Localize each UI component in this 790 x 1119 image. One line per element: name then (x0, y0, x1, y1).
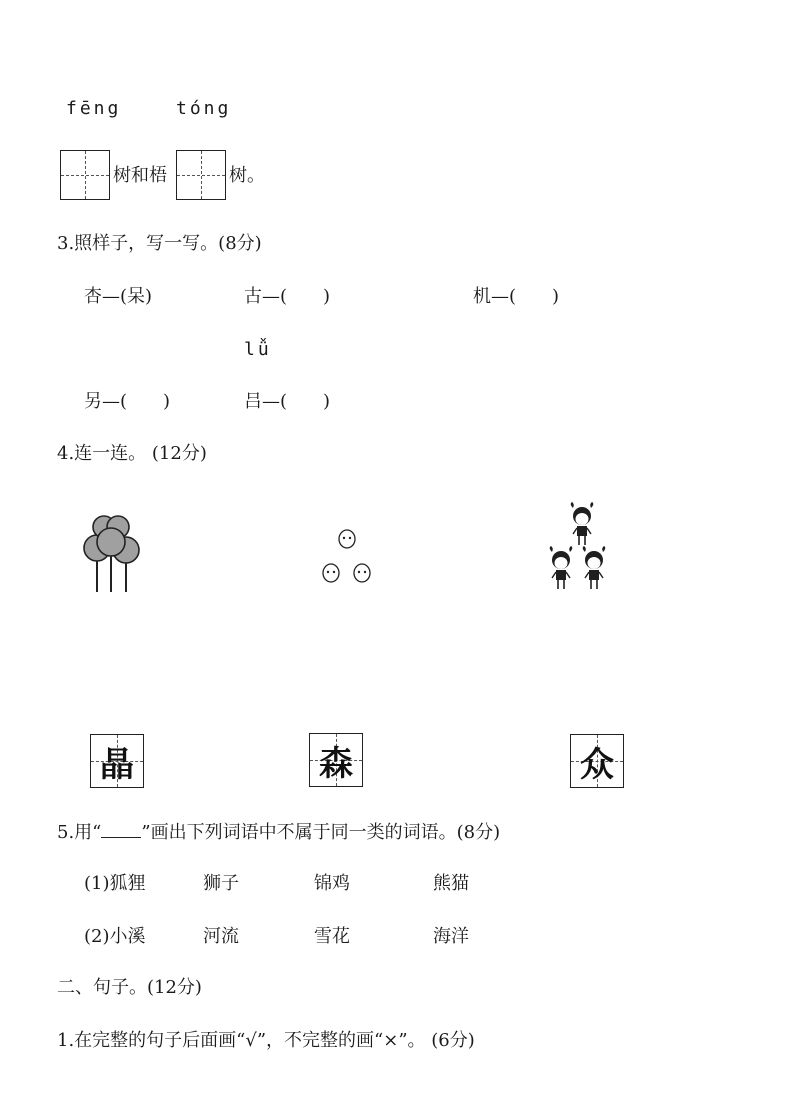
faces-picture[interactable] (320, 528, 374, 584)
pinyin-tong: tóng (176, 98, 232, 119)
word-panda[interactable]: 熊猫 (433, 873, 469, 894)
char-zhong: 众 (580, 744, 614, 785)
word-snowflake[interactable]: 雪花 (314, 926, 350, 947)
fill-item-gu[interactable]: 古—( ) (244, 286, 331, 307)
sentence-text-1: 树和梧 (113, 165, 167, 186)
char-sen: 森 (319, 743, 353, 784)
fill-item-ji[interactable]: 机—( ) (473, 286, 560, 307)
writing-box-1[interactable] (60, 150, 110, 200)
section-2-title: 二、句子。(12分) (57, 977, 202, 998)
word-fox[interactable]: (1)狐狸 (84, 873, 146, 894)
question-3-title: 3.照样子，写一写。(8分) (57, 233, 262, 254)
char-box-sen[interactable] (309, 733, 363, 787)
underline-sample (101, 821, 141, 838)
char-box-zhong[interactable] (570, 734, 624, 788)
word-river[interactable]: 河流 (203, 926, 239, 947)
question-5-title-prefix: 5.用“ (57, 822, 102, 843)
sentence-text-2: 树。 (229, 165, 265, 186)
section-2-question-1: 1.在完整的句子后面画“√”，不完整的画“×”。 (6分) (57, 1030, 475, 1051)
trees-picture[interactable] (80, 512, 144, 594)
writing-box-2[interactable] (176, 150, 226, 200)
pinyin-lv: lǚ (244, 339, 272, 360)
char-box-jing[interactable] (90, 734, 144, 788)
fill-item-ling[interactable]: 另—( ) (84, 391, 171, 412)
fill-item-lv[interactable]: 吕—( ) (244, 391, 331, 412)
question-5-title (57, 821, 500, 844)
word-stream[interactable]: (2)小溪 (84, 926, 146, 947)
pinyin-feng: fēng (66, 98, 122, 119)
word-ocean[interactable]: 海洋 (433, 926, 469, 947)
question-5-title-suffix: ”画出下列词语中不属于同一类的词语。(8分) (141, 822, 501, 843)
example-item: 杏—(呆) (84, 286, 153, 307)
word-pheasant[interactable]: 锦鸡 (314, 873, 350, 894)
word-lion[interactable]: 狮子 (203, 873, 239, 894)
char-jing: 晶 (100, 744, 134, 785)
question-4-title: 4.连一连。 (12分) (57, 443, 207, 464)
children-picture[interactable] (548, 500, 616, 592)
